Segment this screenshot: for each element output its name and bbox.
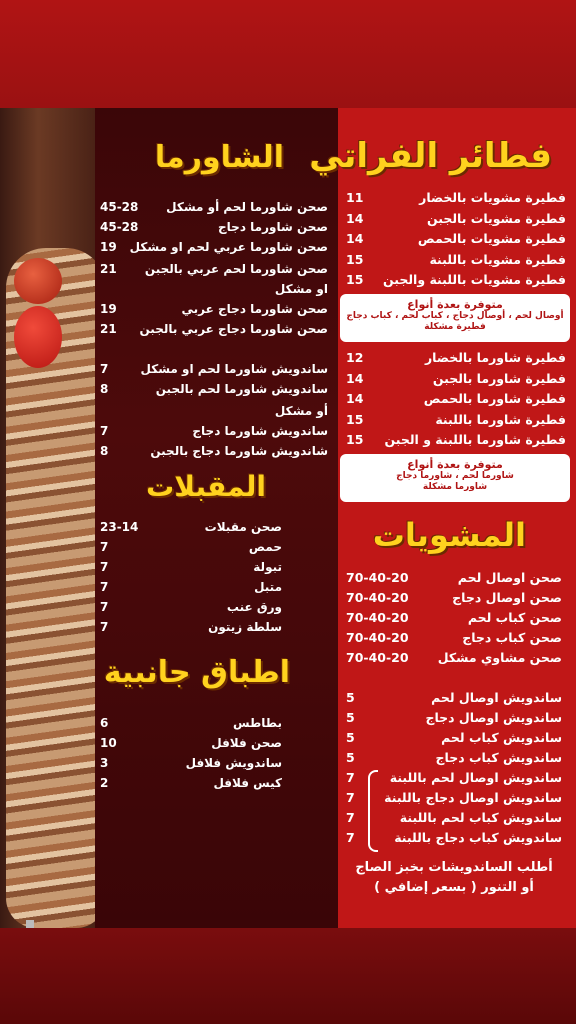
menu-item-price: 15	[346, 251, 364, 267]
menu-item-name: ورق عنب	[226, 600, 282, 614]
menu-item	[346, 432, 566, 447]
menu-item	[100, 560, 282, 574]
menu-item-name: فطيرة شاورما باللبنة	[435, 411, 566, 427]
menu-item	[100, 240, 328, 254]
menu-item-price: 7	[100, 620, 109, 634]
menu-item	[346, 610, 562, 625]
menu-item-price: 21	[100, 262, 117, 276]
menu-item	[346, 730, 562, 745]
menu-item	[346, 570, 562, 585]
menu-item-name: فطيرة شاورما بالحمص	[423, 391, 566, 406]
menu-item-price: 23-14	[100, 520, 139, 534]
menu-item-price: 14	[346, 370, 364, 386]
menu-item-price: 10	[100, 736, 117, 750]
tomato-image	[14, 306, 62, 368]
menu-item-name: حمص	[248, 540, 282, 554]
menu-item	[100, 580, 282, 594]
menu-item-price: 5	[346, 750, 355, 765]
menu-item-price: 14	[346, 391, 364, 406]
menu-item-price: 7	[100, 560, 109, 574]
menu-item	[100, 776, 282, 790]
menu-item	[346, 252, 566, 267]
menu-item-name: ساندويش كباب دجاج باللبنة	[394, 830, 562, 845]
menu-item	[100, 200, 328, 214]
menu-item-price: 8	[100, 382, 109, 396]
menu-item-name: فطيرة مشويات بالخضار	[419, 190, 566, 205]
menu-item	[346, 810, 562, 825]
menu-item-name: فطيرة شاورما بالخضار	[424, 350, 566, 365]
menu-item-price: 7	[100, 424, 109, 438]
menu-item-price: 5	[346, 690, 355, 705]
menu-item	[100, 520, 282, 534]
menu-item-name: ساندويش شاورما لحم او مشكل	[140, 362, 328, 376]
appetizers-heading: المقبلات	[146, 470, 266, 503]
bread-note	[340, 858, 568, 898]
menu-item-price: 7	[100, 540, 109, 554]
menu-item	[100, 540, 282, 554]
menu-item-name: صحن شاورما دجاج عربي	[181, 302, 328, 316]
menu-item	[346, 750, 562, 765]
sides-heading: اطباق جانبية	[103, 655, 290, 690]
menu-item	[346, 211, 566, 226]
menu-item	[346, 830, 562, 845]
menu-item-price: 14	[346, 210, 364, 226]
bread-note-line1: أطلب الساندويشات بخبز الصاج	[355, 860, 553, 875]
menu-item-price: 70-40-20	[346, 610, 409, 625]
menu-item-price: 7	[100, 362, 109, 376]
menu-item-price: 12	[346, 350, 364, 365]
menu-item-name: صحن مشاوي مشكل	[437, 650, 562, 665]
pies-note-line1: أوصال لحم ، أوصال دجاج ، كباب لحم ، كباب دجاج	[346, 311, 564, 321]
menu-item-name: بطاطس	[233, 716, 282, 730]
shawarma-pies-note-title: متوفرة بعدة أنواع	[407, 458, 503, 471]
menu-item-name: صحن شاورما لحم أو مشكل	[166, 200, 328, 214]
onion-image	[14, 258, 62, 304]
menu-item	[346, 391, 566, 406]
menu-item	[346, 231, 566, 246]
menu-item	[100, 424, 328, 438]
menu-item-name: صحن شاورما لحم عربي بالجبن	[144, 262, 328, 276]
pies-heading: فطائر الفراتي	[309, 136, 552, 176]
menu-item-name: فطيرة مشويات بالجبن	[426, 210, 566, 226]
menu-item-price: 7	[346, 790, 355, 805]
menu-item-price: 8	[100, 444, 109, 458]
menu-item-price: 15	[346, 411, 364, 427]
menu-item-name: أو مشكل	[274, 404, 328, 418]
menu-item-price: 7	[346, 810, 355, 825]
menu-item	[100, 736, 282, 750]
menu-item-price: 7	[346, 770, 355, 785]
menu-item-name: سلطة زيتون	[208, 620, 282, 634]
menu-item	[100, 756, 282, 770]
menu-item-name: صحن اوصال لحم	[457, 570, 562, 585]
menu-item	[100, 262, 328, 276]
menu-item-name: صحن اوصال دجاج	[452, 590, 562, 605]
menu-item	[346, 350, 566, 365]
menu-item-name: ساندويش فلافل	[185, 756, 282, 770]
pies-note-line2: فطيرة مشكلة	[424, 322, 486, 332]
menu-item	[100, 444, 328, 458]
menu-item-price: 19	[100, 302, 117, 316]
menu-item	[100, 382, 328, 396]
menu-item-name: صحن كباب لحم	[467, 610, 562, 625]
menu-item-price: 15	[346, 272, 364, 287]
menu-item-name: صحن كباب دجاج	[462, 630, 562, 645]
menu-item-price: 5	[346, 730, 355, 745]
footer-background	[0, 928, 576, 1024]
menu-item-name: ساندويش اوصال دجاج	[425, 710, 562, 725]
menu-item	[346, 630, 562, 645]
menu-item	[100, 404, 328, 418]
menu-item-name: فطيرة مشويات باللبنة والجبن	[383, 272, 566, 287]
menu-item	[346, 710, 562, 725]
menu-item-price: 45-28	[100, 220, 139, 234]
shawarma-photo	[0, 108, 95, 928]
spit-pole	[26, 920, 34, 928]
menu-item-price: 45-28	[100, 200, 139, 214]
menu-item-name: ساندويش اوصال لحم	[431, 690, 562, 705]
grills-heading: المشويات	[372, 516, 526, 554]
menu-item-name: تبولة	[253, 560, 282, 574]
menu-item	[346, 650, 562, 665]
labneh-bracket	[368, 770, 378, 852]
menu-item	[346, 770, 562, 785]
menu-item-name: ساندويش كباب لحم باللبنة	[399, 810, 562, 825]
menu-item	[346, 371, 566, 386]
header-background	[0, 0, 576, 110]
menu-item-name: ساندويش شاورما دجاج	[192, 424, 328, 438]
menu-item-name: ساندويش اوصال دجاج باللبنة	[384, 790, 562, 805]
menu-item	[100, 600, 282, 614]
menu-item	[100, 362, 328, 376]
bread-note-line2: أو التنور ( بسعر إضافي )	[374, 880, 534, 895]
menu-item-name: صحن شاورما دجاج	[218, 220, 328, 234]
menu-item-name: ساندويش شاورما لحم بالجبن	[155, 382, 328, 396]
menu-item	[346, 272, 566, 287]
shawarma-pies-note-line1: شاورما لحم ، شاورما دجاج	[396, 471, 514, 481]
menu-item-name: فطيرة مشويات بالحمص	[417, 231, 566, 246]
menu-item-price: 2	[100, 776, 109, 790]
menu-item	[100, 716, 282, 730]
menu-item-name: صحن شاورما دجاج عربي بالجبن	[139, 322, 328, 336]
menu-item	[100, 302, 328, 316]
menu-item-price: 3	[100, 756, 109, 770]
menu-item-price: 7	[100, 600, 109, 614]
menu-item-price: 70-40-20	[346, 590, 409, 605]
menu-item	[100, 322, 328, 336]
menu-item-name: فطيرة مشويات باللبنة	[429, 251, 566, 267]
menu-item	[346, 790, 562, 805]
menu-item-price: 70-40-20	[346, 630, 409, 645]
menu-item-price: 21	[100, 322, 117, 336]
menu-item-price: 11	[346, 190, 364, 205]
menu-item-price: 70-40-20	[346, 650, 409, 665]
menu-item-name: ساندويش اوصال لحم باللبنة	[389, 770, 562, 785]
menu-item	[100, 220, 328, 234]
menu-item	[346, 412, 566, 427]
menu-item-price: 7	[100, 580, 109, 594]
menu-item-name: صحن فلافل	[211, 736, 282, 750]
menu-item-price: 5	[346, 710, 355, 725]
menu-item	[346, 190, 566, 205]
menu-item-name: فطيرة شاورما باللبنة و الجبن	[384, 432, 566, 447]
menu-item	[100, 282, 328, 296]
menu-item-name: كيس فلافل	[213, 776, 282, 790]
menu-item-name: صحن مقبلات	[204, 520, 282, 534]
menu-item-name: صحن شاورما عربي لحم او مشكل	[129, 240, 328, 254]
pies-note-title: متوفرة بعدة أنواع	[407, 298, 503, 311]
menu-item-price: 14	[346, 231, 364, 246]
menu-item-name: فطيرة شاورما بالجبن	[432, 370, 566, 386]
menu-item-price: 70-40-20	[346, 570, 409, 585]
menu-item	[346, 690, 562, 705]
shawarma-heading: الشاورما	[154, 140, 284, 175]
menu-item-name: ساندويش كباب دجاج	[435, 750, 562, 765]
menu-item	[100, 620, 282, 634]
shawarma-pies-note-line2: شاورما مشكلة	[422, 482, 488, 492]
menu-item-name: او مشكل	[274, 282, 328, 296]
menu-item	[346, 590, 562, 605]
menu-item-name: ساندويش كباب لحم	[441, 730, 562, 745]
menu-item-price: 19	[100, 240, 117, 254]
pies-note-box	[340, 294, 570, 342]
menu-item-name: متبل	[254, 580, 282, 594]
menu-item-price: 15	[346, 432, 364, 447]
menu-item-name: شاندويش شاورما دجاج بالجبن	[150, 444, 328, 458]
shawarma-pies-note-box	[340, 454, 570, 502]
menu-item-price: 7	[346, 830, 355, 845]
menu-item-price: 6	[100, 716, 109, 730]
